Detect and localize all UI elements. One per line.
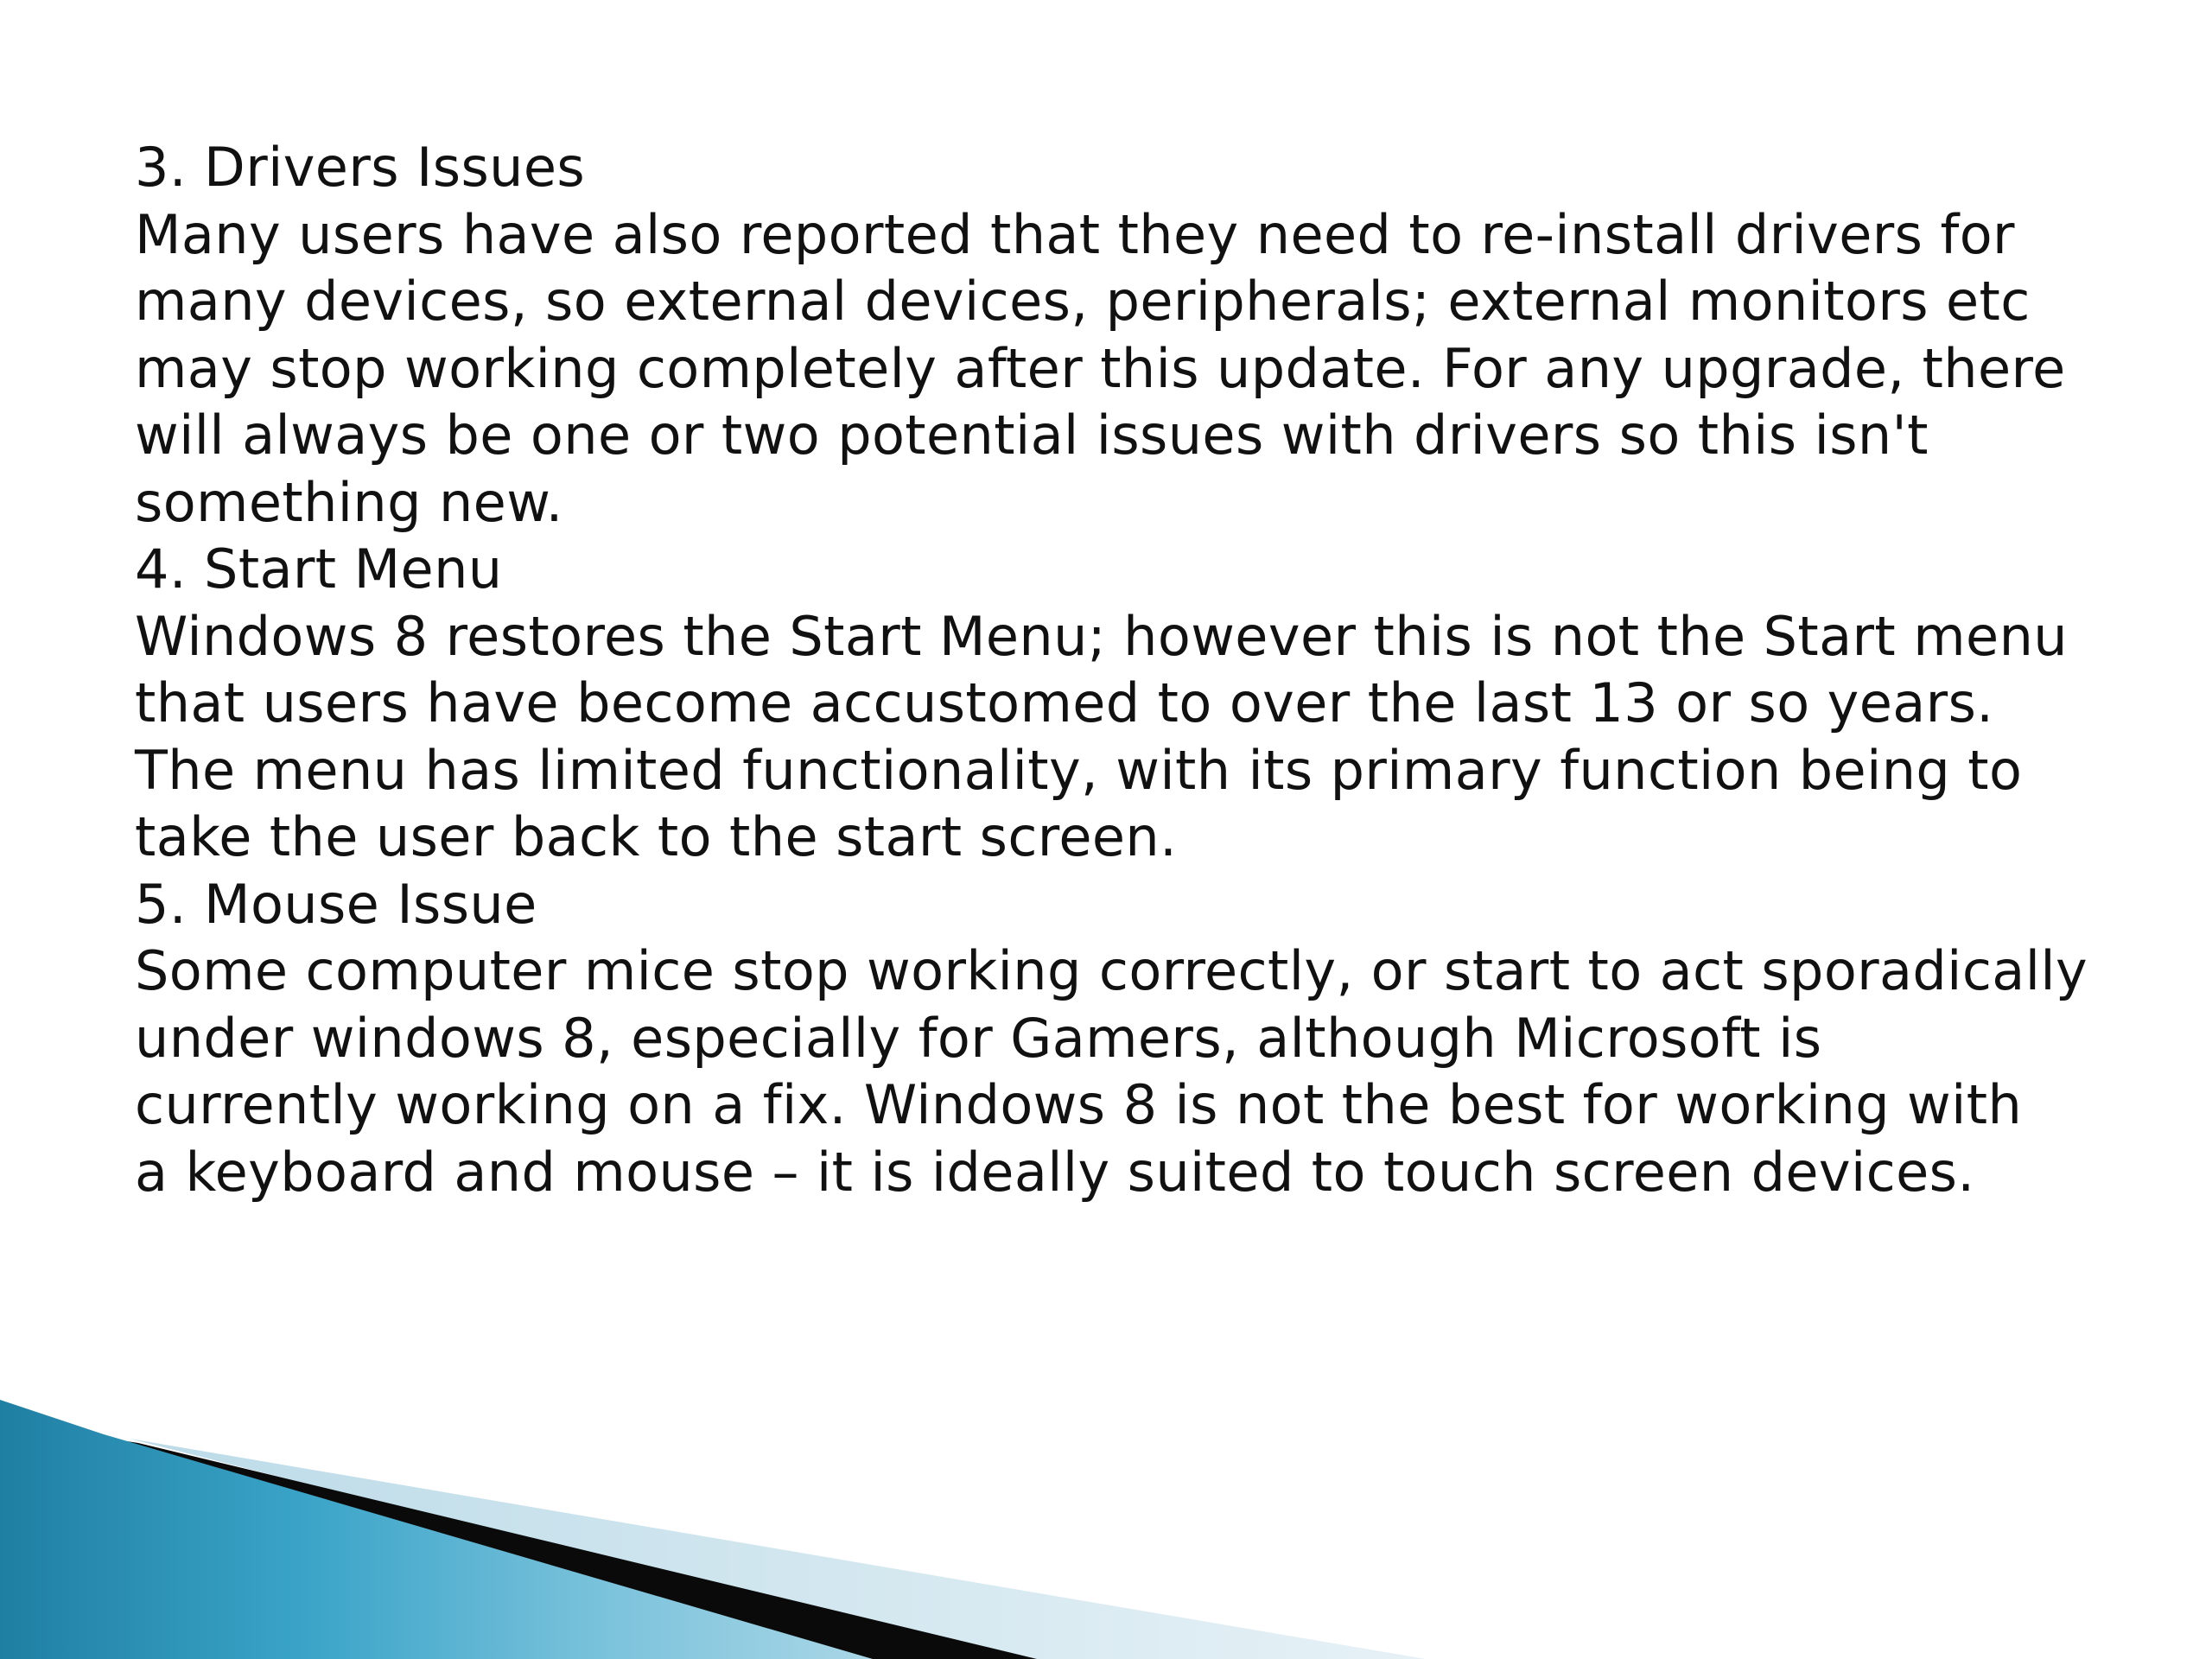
section-body-start-menu: Windows 8 restores the Start Menu; however this is not the Start menu that users have become accustomed to over the last 13 or so years. The menu has limited functionality, with its primary function being to take the user back to the start screen. [135, 604, 2068, 868]
section-heading-drivers: 3. Drivers Issues [135, 136, 586, 199]
decor-light-band [130, 1439, 1426, 1659]
decor-dark-band [0, 1421, 1037, 1659]
slide-text-body [135, 134, 2122, 1205]
section-heading-mouse: 5. Mouse Issue [135, 872, 537, 936]
section-body-mouse: Some computer mice stop working correctly, or start to act sporadically under windows 8, especially for Gamers, although Microsoft is currently working on a fix. Windows 8 is not the best for working with a keyboard and mouse – it is ideally suited to touch screen devices. [135, 939, 2088, 1204]
section-heading-start-menu: 4. Start Menu [135, 537, 503, 601]
section-body-drivers: Many users have also reported that they need to re-install drivers for many devices, so external devices, peripherals; external monitors etc may stop working completely after this update. For any upgrade, there will always be one or two potential issues with drivers so this isn't something new. [135, 202, 2066, 534]
decor-teal-wedge [0, 1400, 873, 1659]
